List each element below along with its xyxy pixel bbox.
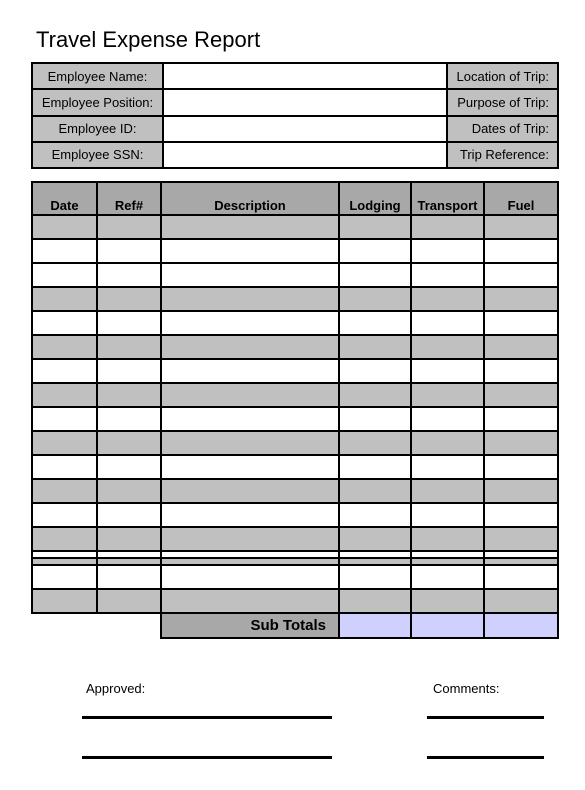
lodging-cell[interactable] (339, 407, 411, 431)
transport-cell[interactable] (411, 551, 484, 558)
page-title: Travel Expense Report (36, 27, 261, 52)
table-row (32, 551, 558, 558)
info-row (32, 142, 558, 168)
lodging-cell[interactable] (339, 287, 411, 311)
ref-cell[interactable] (97, 527, 161, 551)
description-cell[interactable] (161, 383, 339, 407)
date-cell[interactable] (32, 359, 97, 383)
ref-cell[interactable] (97, 239, 161, 263)
subtotal-label: Sub Totals (161, 613, 339, 638)
table-row (32, 383, 558, 407)
fuel-cell[interactable] (484, 287, 558, 311)
description-cell[interactable] (161, 551, 339, 558)
date-cell[interactable] (32, 215, 97, 239)
info-row (32, 63, 558, 89)
column-header-description: Description (161, 182, 339, 215)
table-row (32, 558, 558, 565)
description-cell[interactable] (161, 479, 339, 503)
date-cell[interactable] (32, 527, 97, 551)
dates-of-trip-label: Dates of Trip: (447, 116, 558, 142)
table-row (32, 431, 558, 455)
employee-name-field[interactable] (163, 63, 447, 89)
ref-cell[interactable] (97, 431, 161, 455)
table-row (32, 565, 558, 589)
transport-cell[interactable] (411, 479, 484, 503)
expense-header-row (32, 182, 558, 215)
lodging-cell[interactable] (339, 527, 411, 551)
date-cell[interactable] (32, 589, 97, 613)
fuel-cell[interactable] (484, 431, 558, 455)
subtotal-spacer (32, 613, 161, 638)
table-row (32, 263, 558, 287)
approved-date-line[interactable] (82, 756, 332, 759)
date-cell[interactable] (32, 239, 97, 263)
table-row (32, 589, 558, 613)
fuel-cell[interactable] (484, 551, 558, 558)
column-header-transport: Transport (411, 182, 484, 215)
trip-reference-label: Trip Reference: (447, 142, 558, 168)
ref-cell[interactable] (97, 589, 161, 613)
table-row (32, 311, 558, 335)
transport-cell[interactable] (411, 589, 484, 613)
description-cell[interactable] (161, 407, 339, 431)
transport-cell[interactable] (411, 359, 484, 383)
fuel-cell[interactable] (484, 359, 558, 383)
ref-cell[interactable] (97, 263, 161, 287)
employee-ssn-field[interactable] (163, 142, 447, 168)
lodging-cell[interactable] (339, 551, 411, 558)
table-row (32, 335, 558, 359)
fuel-cell[interactable] (484, 239, 558, 263)
date-cell[interactable] (32, 455, 97, 479)
table-row (32, 503, 558, 527)
ref-cell[interactable] (97, 407, 161, 431)
transport-subtotal-cell[interactable] (411, 613, 484, 638)
transport-cell[interactable] (411, 239, 484, 263)
lodging-cell[interactable] (339, 383, 411, 407)
info-row (32, 116, 558, 142)
ref-cell[interactable] (97, 335, 161, 359)
date-cell[interactable] (32, 565, 97, 589)
lodging-cell[interactable] (339, 239, 411, 263)
description-cell[interactable] (161, 431, 339, 455)
employee-position-label: Employee Position: (32, 89, 163, 115)
description-cell[interactable] (161, 263, 339, 287)
description-cell[interactable] (161, 335, 339, 359)
employee-id-label: Employee ID: (32, 116, 163, 142)
lodging-cell[interactable] (339, 263, 411, 287)
transport-cell[interactable] (411, 215, 484, 239)
transport-cell[interactable] (411, 287, 484, 311)
fuel-cell[interactable] (484, 589, 558, 613)
ref-cell[interactable] (97, 311, 161, 335)
transport-cell[interactable] (411, 383, 484, 407)
lodging-cell[interactable] (339, 589, 411, 613)
fuel-cell[interactable] (484, 407, 558, 431)
ref-cell[interactable] (97, 359, 161, 383)
table-row (32, 407, 558, 431)
date-cell[interactable] (32, 551, 97, 558)
ref-cell[interactable] (97, 479, 161, 503)
transport-cell[interactable] (411, 527, 484, 551)
purpose-of-trip-label: Purpose of Trip: (447, 89, 558, 115)
column-header-date: Date (32, 182, 97, 215)
table-row (32, 215, 558, 239)
transport-cell[interactable] (411, 407, 484, 431)
table-row (32, 359, 558, 383)
lodging-cell[interactable] (339, 215, 411, 239)
ref-cell[interactable] (97, 383, 161, 407)
ref-cell[interactable] (97, 551, 161, 558)
fuel-cell[interactable] (484, 565, 558, 589)
table-row (32, 239, 558, 263)
description-cell[interactable] (161, 565, 339, 589)
date-cell[interactable] (32, 263, 97, 287)
comments-line-2[interactable] (427, 756, 544, 759)
date-cell[interactable] (32, 479, 97, 503)
transport-cell[interactable] (411, 565, 484, 589)
location-of-trip-label: Location of Trip: (447, 63, 558, 89)
date-cell[interactable] (32, 407, 97, 431)
comments-line-1[interactable] (427, 716, 544, 719)
fuel-cell[interactable] (484, 479, 558, 503)
employee-position-field[interactable] (163, 89, 447, 115)
fuel-cell[interactable] (484, 215, 558, 239)
info-row (32, 89, 558, 115)
description-cell[interactable] (161, 359, 339, 383)
table-row (32, 527, 558, 551)
transport-cell[interactable] (411, 455, 484, 479)
description-cell[interactable] (161, 311, 339, 335)
lodging-cell[interactable] (339, 565, 411, 589)
table-row (32, 479, 558, 503)
fuel-cell[interactable] (484, 383, 558, 407)
description-cell[interactable] (161, 215, 339, 239)
lodging-cell[interactable] (339, 335, 411, 359)
date-cell[interactable] (32, 311, 97, 335)
date-cell[interactable] (32, 383, 97, 407)
column-header-ref: Ref# (97, 182, 161, 215)
subtotal-row (32, 613, 558, 638)
column-header-fuel: Fuel (484, 182, 558, 215)
description-cell[interactable] (161, 589, 339, 613)
lodging-cell[interactable] (339, 431, 411, 455)
expense-table (31, 181, 559, 639)
transport-cell[interactable] (411, 311, 484, 335)
lodging-cell[interactable] (339, 558, 411, 565)
fuel-subtotal-cell[interactable] (484, 613, 558, 638)
lodging-cell[interactable] (339, 455, 411, 479)
fuel-cell[interactable] (484, 558, 558, 565)
description-cell[interactable] (161, 558, 339, 565)
ref-cell[interactable] (97, 287, 161, 311)
approved-signature-line[interactable] (82, 716, 332, 719)
transport-cell[interactable] (411, 503, 484, 527)
ref-cell[interactable] (97, 455, 161, 479)
description-cell[interactable] (161, 287, 339, 311)
description-cell[interactable] (161, 455, 339, 479)
ref-cell[interactable] (97, 503, 161, 527)
fuel-cell[interactable] (484, 455, 558, 479)
lodging-cell[interactable] (339, 311, 411, 335)
fuel-cell[interactable] (484, 335, 558, 359)
approved-label: Approved: (86, 681, 146, 696)
description-cell[interactable] (161, 527, 339, 551)
transport-cell[interactable] (411, 558, 484, 565)
lodging-subtotal-cell[interactable] (339, 613, 411, 638)
date-cell[interactable] (32, 431, 97, 455)
column-header-lodging: Lodging (339, 182, 411, 215)
lodging-cell[interactable] (339, 359, 411, 383)
lodging-cell[interactable] (339, 503, 411, 527)
table-row (32, 287, 558, 311)
employee-info-table (31, 62, 559, 169)
table-row (32, 455, 558, 479)
comments-label: Comments: (433, 681, 500, 696)
date-cell[interactable] (32, 503, 97, 527)
date-cell[interactable] (32, 335, 97, 359)
ref-cell[interactable] (97, 558, 161, 565)
ref-cell[interactable] (97, 565, 161, 589)
transport-cell[interactable] (411, 263, 484, 287)
ref-cell[interactable] (97, 215, 161, 239)
employee-name-label: Employee Name: (32, 63, 163, 89)
description-cell[interactable] (161, 503, 339, 527)
date-cell[interactable] (32, 558, 97, 565)
transport-cell[interactable] (411, 335, 484, 359)
fuel-cell[interactable] (484, 527, 558, 551)
fuel-cell[interactable] (484, 503, 558, 527)
employee-ssn-label: Employee SSN: (32, 142, 163, 168)
employee-id-field[interactable] (163, 116, 447, 142)
date-cell[interactable] (32, 287, 97, 311)
lodging-cell[interactable] (339, 479, 411, 503)
description-cell[interactable] (161, 239, 339, 263)
transport-cell[interactable] (411, 431, 484, 455)
fuel-cell[interactable] (484, 311, 558, 335)
fuel-cell[interactable] (484, 263, 558, 287)
